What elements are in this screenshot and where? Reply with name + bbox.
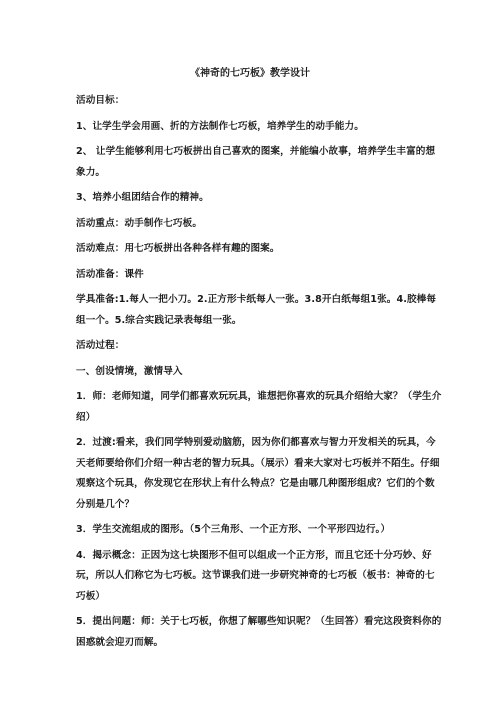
paragraph-preparation: 活动准备：课件 bbox=[76, 268, 144, 280]
paragraph-step-1: 1．师：老师知道，同学们都喜欢玩玩具，谁想把你喜欢的玩具介绍给大家？（学生介绍） bbox=[76, 391, 442, 423]
paragraph-step-2: 2．过渡:看来，我们同学特别爱动脑筋，因为你们都喜欢与智力开发相关的玩具，今天老师要给你们介绍一种古老的智力玩具。（展示）看来大家对七巧板并不陌生。仔细观察这个玩具，你发现它在形状上有什么特点？它是由哪几种图形组成？它们的个数分别是几个？ bbox=[76, 437, 440, 510]
paragraph-step-3: 3．学生交流组成的图形。（5个三角形、一个正方形、一个平形四边行。） bbox=[76, 524, 391, 535]
paragraph-goal-2: 2、 让学生能够利用七巧板拼出自己喜欢的图案，并能编小故事，培养学生丰富的想象力。 bbox=[76, 146, 436, 178]
paragraph-key-point: 活动重点：动手制作七巧板。 bbox=[76, 217, 203, 229]
paragraph-step-5: 5．提出问题：师：关于七巧板，你想了解哪些知识呢？（生回答）看完这段资料你的困惑就会迎刃而解。 bbox=[76, 616, 442, 648]
paragraph-goal-3: 3、培养小组团结合作的精神。 bbox=[76, 192, 209, 203]
document-title: 《神奇的七巧板》教学设计 bbox=[190, 68, 310, 79]
paragraph-section-1-heading: 一、创设情境，激情导入 bbox=[76, 365, 183, 377]
paragraph-goal-1: 1、让学生学会用画、折的方法制作七巧板，培养学生的动手能力。 bbox=[76, 120, 364, 132]
paragraph-materials: 学具准备:1.每人一把小刀。2.正方形卡纸每人一张。3.8开白纸每组1张。4.胶棒每组一个。5.综合实践记录表每组一张。 bbox=[76, 294, 437, 326]
paragraph-difficulty: 活动难点：用七巧板拼出各种各样有趣的图案。 bbox=[76, 243, 280, 254]
paragraph-goals-heading: 活动目标： bbox=[76, 95, 125, 106]
paragraph-process-heading: 活动过程： bbox=[76, 340, 125, 351]
paragraph-step-4: 4．揭示概念：正因为这七块图形不但可以组成一个正方形，而且它还十分巧妙、好玩，所以人们称它为七巧板。这节课我们进一步研究神奇的七巧板（板书：神奇的七巧板） bbox=[76, 549, 435, 602]
